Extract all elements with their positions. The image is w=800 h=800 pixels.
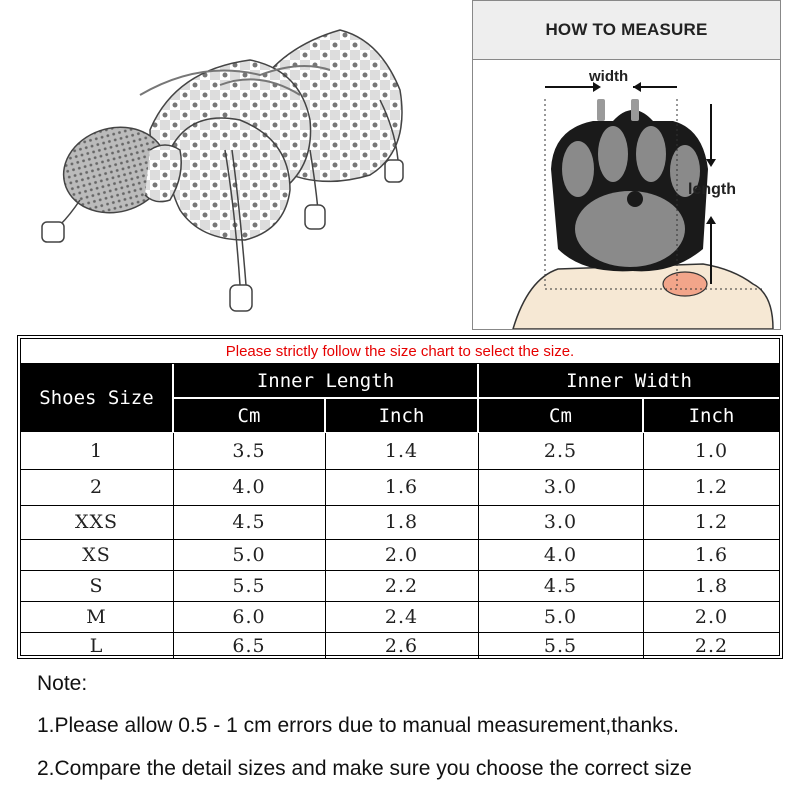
- table-cell-len-in: 2.4: [384, 605, 419, 628]
- table-cell-wid-in: 1.6: [694, 543, 729, 566]
- table-cell-wid-in: 1.0: [694, 440, 729, 462]
- table-cell-len-cm: 4.5: [232, 511, 266, 533]
- size-notice: Please strictly follow the size chart to select the size.: [225, 342, 575, 360]
- table-cell-wid-cm: 4.0: [543, 543, 578, 566]
- size-chart-table: [17, 335, 783, 659]
- table-cell-len-in: 1.8: [384, 511, 419, 533]
- table-cell-len-cm: 5.5: [232, 574, 266, 597]
- table-cell-len-cm: 3.5: [232, 440, 266, 462]
- header-inner-width: Inner Width: [479, 364, 779, 397]
- table-cell-size: L: [89, 634, 104, 657]
- note-item-2: 2.Compare the detail sizes and make sure you choose the correct size: [37, 757, 692, 780]
- table-cell-size: M: [86, 605, 107, 628]
- note-heading: Note:: [37, 672, 88, 695]
- dog-shoes-illustration: [0, 0, 465, 330]
- table-cell-len-in: 1.4: [384, 440, 419, 462]
- paw-measure-diagram: [473, 59, 780, 329]
- table-cell-len-cm: 6.0: [232, 605, 266, 628]
- table-cell-len-in: 2.6: [384, 634, 419, 657]
- how-to-measure-header: [473, 1, 780, 60]
- header-width-inch: Inch: [644, 399, 779, 432]
- table-cell-wid-in: 2.0: [694, 605, 729, 628]
- header-shoes-size: Shoes Size: [21, 364, 172, 432]
- table-cell-len-in: 2.0: [384, 543, 419, 566]
- table-cell-size: 2: [89, 476, 104, 498]
- table-cell-size: XXS: [74, 511, 119, 533]
- table-cell-size: XS: [82, 543, 111, 566]
- table-cell-wid-in: 2.2: [694, 634, 729, 657]
- table-cell-wid-cm: 3.0: [543, 511, 578, 533]
- table-cell-len-in: 2.2: [384, 574, 419, 597]
- length-label: length: [688, 181, 736, 198]
- how-to-measure-title: HOW TO MEASURE: [545, 20, 708, 39]
- table-cell-wid-in: 1.8: [694, 574, 729, 597]
- table-cell-wid-in: 1.2: [694, 511, 729, 533]
- table-cell-len-cm: 4.0: [232, 476, 266, 498]
- header-length-cm: Cm: [174, 399, 324, 432]
- note-item-1: 1.Please allow 0.5 - 1 cm errors due to manual measurement,thanks.: [37, 714, 679, 737]
- table-cell-wid-in: 1.2: [694, 476, 729, 498]
- header-width-cm: Cm: [479, 399, 642, 432]
- width-label: width: [589, 68, 629, 85]
- header-length-inch: Inch: [326, 399, 477, 432]
- table-cell-len-cm: 5.0: [232, 543, 266, 566]
- table-cell-len-in: 1.6: [384, 476, 419, 498]
- table-cell-size: 1: [89, 440, 104, 462]
- table-cell-wid-cm: 5.5: [543, 634, 578, 657]
- table-cell-wid-cm: 5.0: [543, 605, 578, 628]
- table-cell-wid-cm: 3.0: [543, 476, 578, 498]
- table-cell-size: S: [89, 574, 104, 597]
- table-cell-wid-cm: 4.5: [543, 574, 578, 597]
- table-cell-len-cm: 6.5: [232, 634, 266, 657]
- header-inner-length: Inner Length: [174, 364, 477, 397]
- how-to-measure-panel: [472, 0, 781, 330]
- table-cell-wid-cm: 2.5: [543, 440, 578, 462]
